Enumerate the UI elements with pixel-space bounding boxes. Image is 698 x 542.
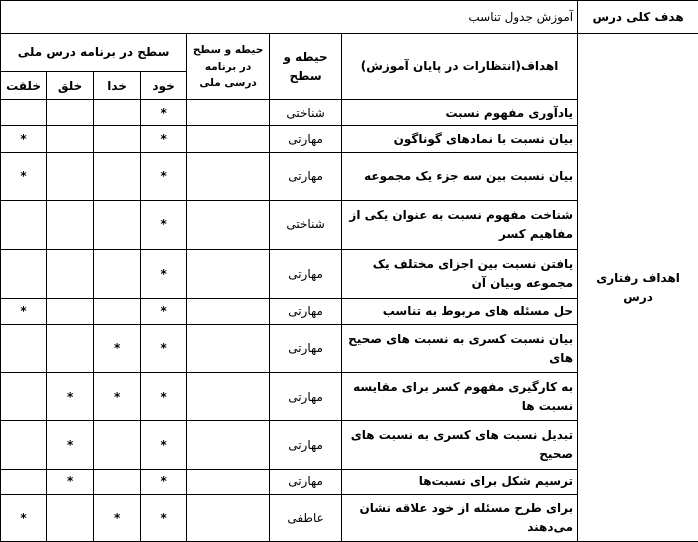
level-mark-cell: * xyxy=(47,421,94,469)
curriculum-cell xyxy=(187,325,270,373)
level-mark-cell xyxy=(94,421,141,469)
objective-cell: به کارگیری مفهوم کسر برای مقایسه نسبت ها xyxy=(342,373,578,421)
curriculum-cell xyxy=(187,421,270,469)
level-mark-cell xyxy=(47,100,94,126)
level-mark-cell: * xyxy=(47,469,94,494)
level-mark-cell: * xyxy=(94,494,141,541)
curriculum-cell xyxy=(187,152,270,200)
level-mark-cell xyxy=(47,325,94,373)
level-mark-cell: * xyxy=(1,152,47,200)
objective-cell: شناخت مفهوم نسبت به عنوان یکی از مفاهیم کسر xyxy=(342,200,578,249)
subheader-khelghat: خلقت xyxy=(1,72,47,100)
level-mark-cell xyxy=(47,494,94,541)
domain-cell: مهارتی xyxy=(270,299,342,325)
level-mark-cell xyxy=(47,299,94,325)
level-mark-cell xyxy=(1,200,47,249)
level-mark-cell: * xyxy=(141,126,187,152)
objective-cell: حل مسئله های مربوط به تناسب xyxy=(342,299,578,325)
domain-cell: عاطفی xyxy=(270,494,342,541)
objectives-header: اهداف(انتظارات در پایان آموزش) xyxy=(342,34,578,100)
level-mark-cell: * xyxy=(94,325,141,373)
level-mark-cell xyxy=(1,373,47,421)
domain-cell: مهارتی xyxy=(270,325,342,373)
level-mark-cell xyxy=(1,100,47,126)
domain-cell: مهارتی xyxy=(270,469,342,494)
level-mark-cell: * xyxy=(1,494,47,541)
domain-cell: شناختی xyxy=(270,100,342,126)
subheader-khoda: خدا xyxy=(94,72,141,100)
curriculum-cell xyxy=(187,200,270,249)
domain-cell: مهارتی xyxy=(270,421,342,469)
level-mark-cell: * xyxy=(141,421,187,469)
curriculum-cell xyxy=(187,299,270,325)
level-mark-cell: * xyxy=(1,126,47,152)
level-mark-cell xyxy=(1,325,47,373)
level-mark-cell xyxy=(94,249,141,298)
general-goal-row xyxy=(1,1,698,34)
level-mark-cell xyxy=(47,126,94,152)
general-goal-value: آموزش جدول تناسب xyxy=(1,1,578,34)
domain-cell: شناختی xyxy=(270,200,342,249)
curriculum-cell xyxy=(187,469,270,494)
objective-cell: تبدیل نسبت های کسری به نسبت های صحیح xyxy=(342,421,578,469)
objective-cell: یافتن نسبت بین اجزای مختلف یک مجموعه وبیان آن xyxy=(342,249,578,298)
level-mark-cell xyxy=(94,469,141,494)
national-level-header: سطح در برنامه درس ملی xyxy=(1,34,187,72)
objective-cell: بیان نسبت با نمادهای گوناگون xyxy=(342,126,578,152)
level-mark-cell: * xyxy=(47,373,94,421)
level-mark-cell xyxy=(1,469,47,494)
behavioral-objectives-label: اهداف رفتاری درس xyxy=(578,34,698,542)
level-mark-cell: * xyxy=(141,249,187,298)
level-mark-cell: * xyxy=(1,299,47,325)
general-goal-label: هدف کلی درس xyxy=(578,1,698,34)
curriculum-cell xyxy=(187,249,270,298)
header-row xyxy=(1,34,698,72)
level-mark-cell xyxy=(47,152,94,200)
subheader-khod: خود xyxy=(141,72,187,100)
level-mark-cell xyxy=(94,299,141,325)
level-mark-cell xyxy=(94,126,141,152)
level-mark-cell xyxy=(1,249,47,298)
objective-cell: بیان نسبت بین سه جزء یک مجموعه xyxy=(342,152,578,200)
objective-cell: ترسیم شکل برای نسبت‌ها xyxy=(342,469,578,494)
subheader-khalgh: خلق xyxy=(47,72,94,100)
objective-cell: یادآوری مفهوم نسبت xyxy=(342,100,578,126)
level-mark-cell: * xyxy=(94,373,141,421)
level-mark-cell: * xyxy=(141,200,187,249)
level-mark-cell: * xyxy=(141,299,187,325)
level-mark-cell: * xyxy=(141,100,187,126)
level-mark-cell: * xyxy=(141,494,187,541)
level-mark-cell xyxy=(94,100,141,126)
level-mark-cell: * xyxy=(141,469,187,494)
domain-cell: مهارتی xyxy=(270,249,342,298)
level-mark-cell xyxy=(47,249,94,298)
curriculum-cell xyxy=(187,126,270,152)
domain-cell: مهارتی xyxy=(270,373,342,421)
level-mark-cell xyxy=(94,200,141,249)
curriculum-cell xyxy=(187,100,270,126)
domain-cell: مهارتی xyxy=(270,152,342,200)
curriculum-cell xyxy=(187,494,270,541)
level-mark-cell: * xyxy=(141,152,187,200)
level-mark-cell: * xyxy=(141,373,187,421)
level-mark-cell xyxy=(47,200,94,249)
domain-level-header: حیطه و سطح xyxy=(270,34,342,100)
level-mark-cell xyxy=(94,152,141,200)
level-mark-cell xyxy=(1,421,47,469)
curriculum-domain-header: حیطه و سطح در برنامه درسی ملی xyxy=(187,34,270,100)
domain-cell: مهارتی xyxy=(270,126,342,152)
objective-cell: برای طرح مسئله از خود علاقه نشان می‌دهند xyxy=(342,494,578,541)
objective-cell: بیان نسبت کسری به نسبت های صحیح های xyxy=(342,325,578,373)
curriculum-cell xyxy=(187,373,270,421)
level-mark-cell: * xyxy=(141,325,187,373)
